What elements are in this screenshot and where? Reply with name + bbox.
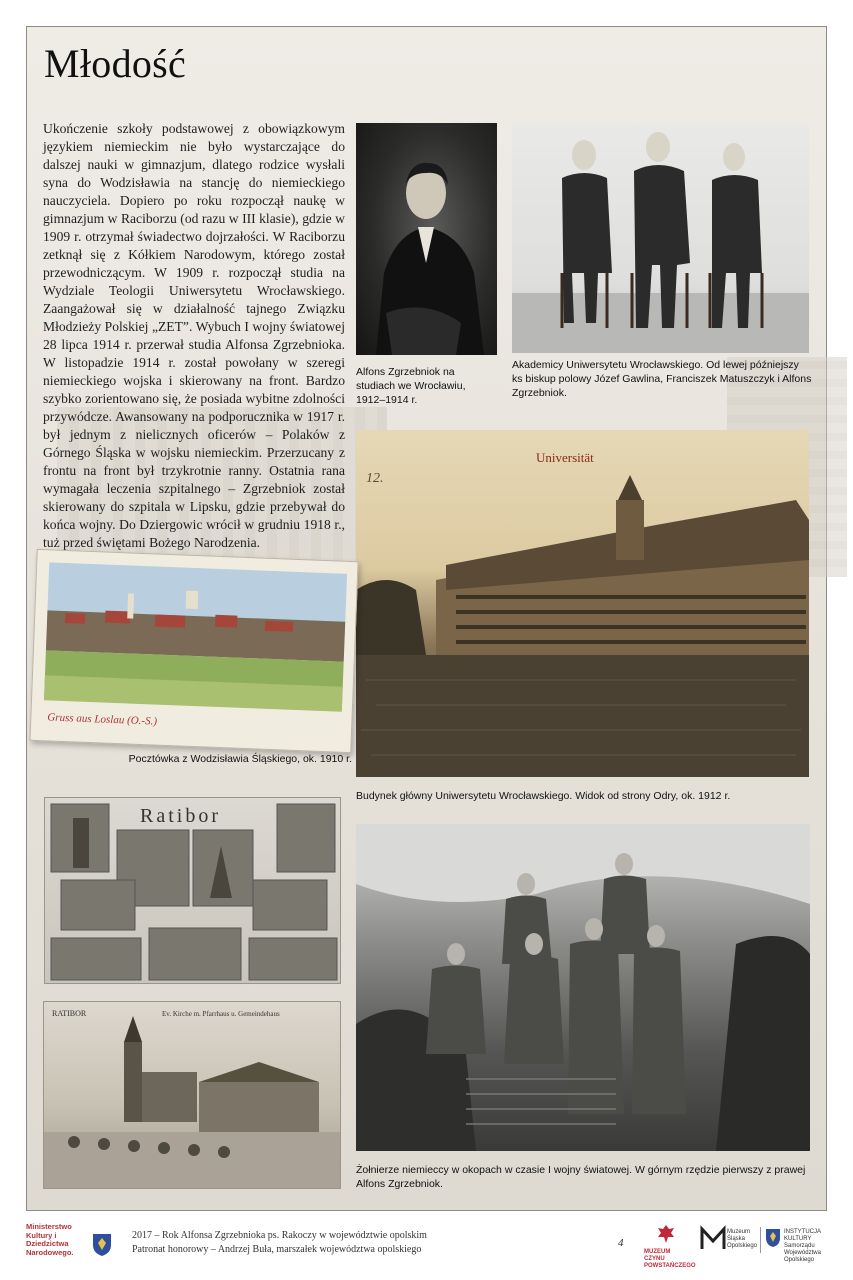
- university-photo: [356, 430, 809, 777]
- footer-line2: Patronat honorowy – Andrzej Buła, marszałek województwa opolskiego: [132, 1244, 422, 1255]
- postcard-greeting: Gruss aus Loslau (O.-S.): [47, 711, 158, 728]
- students-caption: Akademicy Uniwersytetu Wrocławskiego. Od lewej późniejszy ks biskup polowy Józef Gawlina, Franciszek Matuszczyk i Alfons Zgrzebniok.: [512, 359, 812, 399]
- opolskie-coat-of-arms-icon: [92, 1233, 112, 1257]
- soldiers-illustration: [356, 824, 810, 1151]
- church-city: RATIBOR: [52, 1009, 87, 1018]
- postcard-illustration: [30, 550, 357, 752]
- ministry-logo: Ministerstwo Kultury i Dziedzictwa Narodowego.: [26, 1222, 74, 1257]
- page-number: 4: [618, 1237, 624, 1249]
- wodzislaw-postcard: [29, 549, 358, 753]
- soldiers-photo: [356, 824, 810, 1151]
- soldiers-caption: Żołnierze niemieccy w okopach w czasie I wojny światowej. W górnym rzędzie pierwszy z prawej Alfons Zgrzebniok.: [356, 1164, 806, 1190]
- portrait-caption: Alfons Zgrzebniok na studiach we Wrocławiu, 1912–1914 r.: [356, 366, 466, 406]
- students-photo: [512, 123, 809, 353]
- portrait-photo: [356, 123, 497, 355]
- university-illustration: [356, 430, 809, 777]
- page-title: Młodość: [44, 41, 187, 86]
- voivodeship-shield-icon: [765, 1228, 781, 1248]
- footer-divider: [760, 1227, 761, 1253]
- university-label: Universität: [536, 450, 594, 465]
- institution-logo: INSTYTUCJA KULTURY Samorządu Województwa Opolskiego: [784, 1229, 821, 1263]
- university-caption: Budynek główny Uniwersytetu Wrocławskiego. Widok od strony Odry, ok. 1912 r.: [356, 790, 731, 802]
- ratibor-church-illustration: [44, 1002, 341, 1189]
- footer: [0, 1215, 853, 1280]
- museum-m-logo-icon: [700, 1225, 726, 1251]
- eagle-emblem-icon: [656, 1223, 676, 1245]
- students-illustration: [512, 123, 809, 353]
- ratibor-church-postcard: [43, 1001, 341, 1189]
- postcard-caption: Pocztówka z Wodzisławia Śląskiego, ok. 1910 r.: [128, 753, 352, 765]
- body-text: Ukończenie szkoły podstawowej z obowiązkowym językiem niemieckim nie było wystarczające do dalszej nauki w gimnazjum, dlatego rodzice wysłali syna do Wodzisławia na stancję do niemieckiego nauczyciela. Dopiero po roku rozpoczął naukę w gimnazjum w Raciborzu (od razu w III klasie), gdzie w 1909 r. otrzymał świadectwo dojrzałości. W Raciborzu zetknął się z Kółkiem Narodowym, którego został przewodniczącym. W 1909 r. rozpoczął studia na Wydziale Teologii Uniwersytetu Wrocławskiego. Zaangażował się w działalność tajnego Związku Młodzieży Polskiej „ZET”. Wybuch I wojny światowej 28 lipca 1914 r. przerwał studia Alfonsa Zgrzebnioka. W listopadzie 1914 r. został powołany w szeregi niemieckiego wojska i skierowany na front. Bardzo szybko zorientowano się, że posiada wybitne zdolności przywódcze. Awansowany na podporucznika w 1917 r. był jednym z nielicznych oficerów – Polaków z Górnego Śląska w wojsku niemieckim. Przerzucany z frontu na front był trzykrotnie ranny. Ostatnia rana wymagała leczenia szpitalnego – Zgrzebniok został skierowany do szpitala w Lipsku, gdzie przebywał do końca wojny. Do Dziergowic wrócił w grudniu 1918 r., tuż przed świętami Bożego Narodzenia.: [43, 121, 345, 550]
- portrait-illustration: [356, 123, 497, 355]
- footer-line1: 2017 – Rok Alfonsa Zgrzebnioka ps. Rakoczy w województwie opolskim: [132, 1230, 427, 1241]
- ratibor-collage-postcard: [44, 797, 341, 984]
- museum2-logo: Muzeum Śląska Opolskiego: [727, 1229, 758, 1249]
- ratibor-title: Ratibor: [140, 805, 221, 827]
- university-handwriting: 12.: [366, 471, 384, 486]
- church-label: Ev. Kirche m. Pfarrhaus u. Gemeindehaus: [162, 1010, 280, 1018]
- museum1-logo: MUZEUM CZYNU POWSTAŃCZEGO: [644, 1249, 696, 1269]
- ratibor-collage-illustration: [45, 798, 341, 984]
